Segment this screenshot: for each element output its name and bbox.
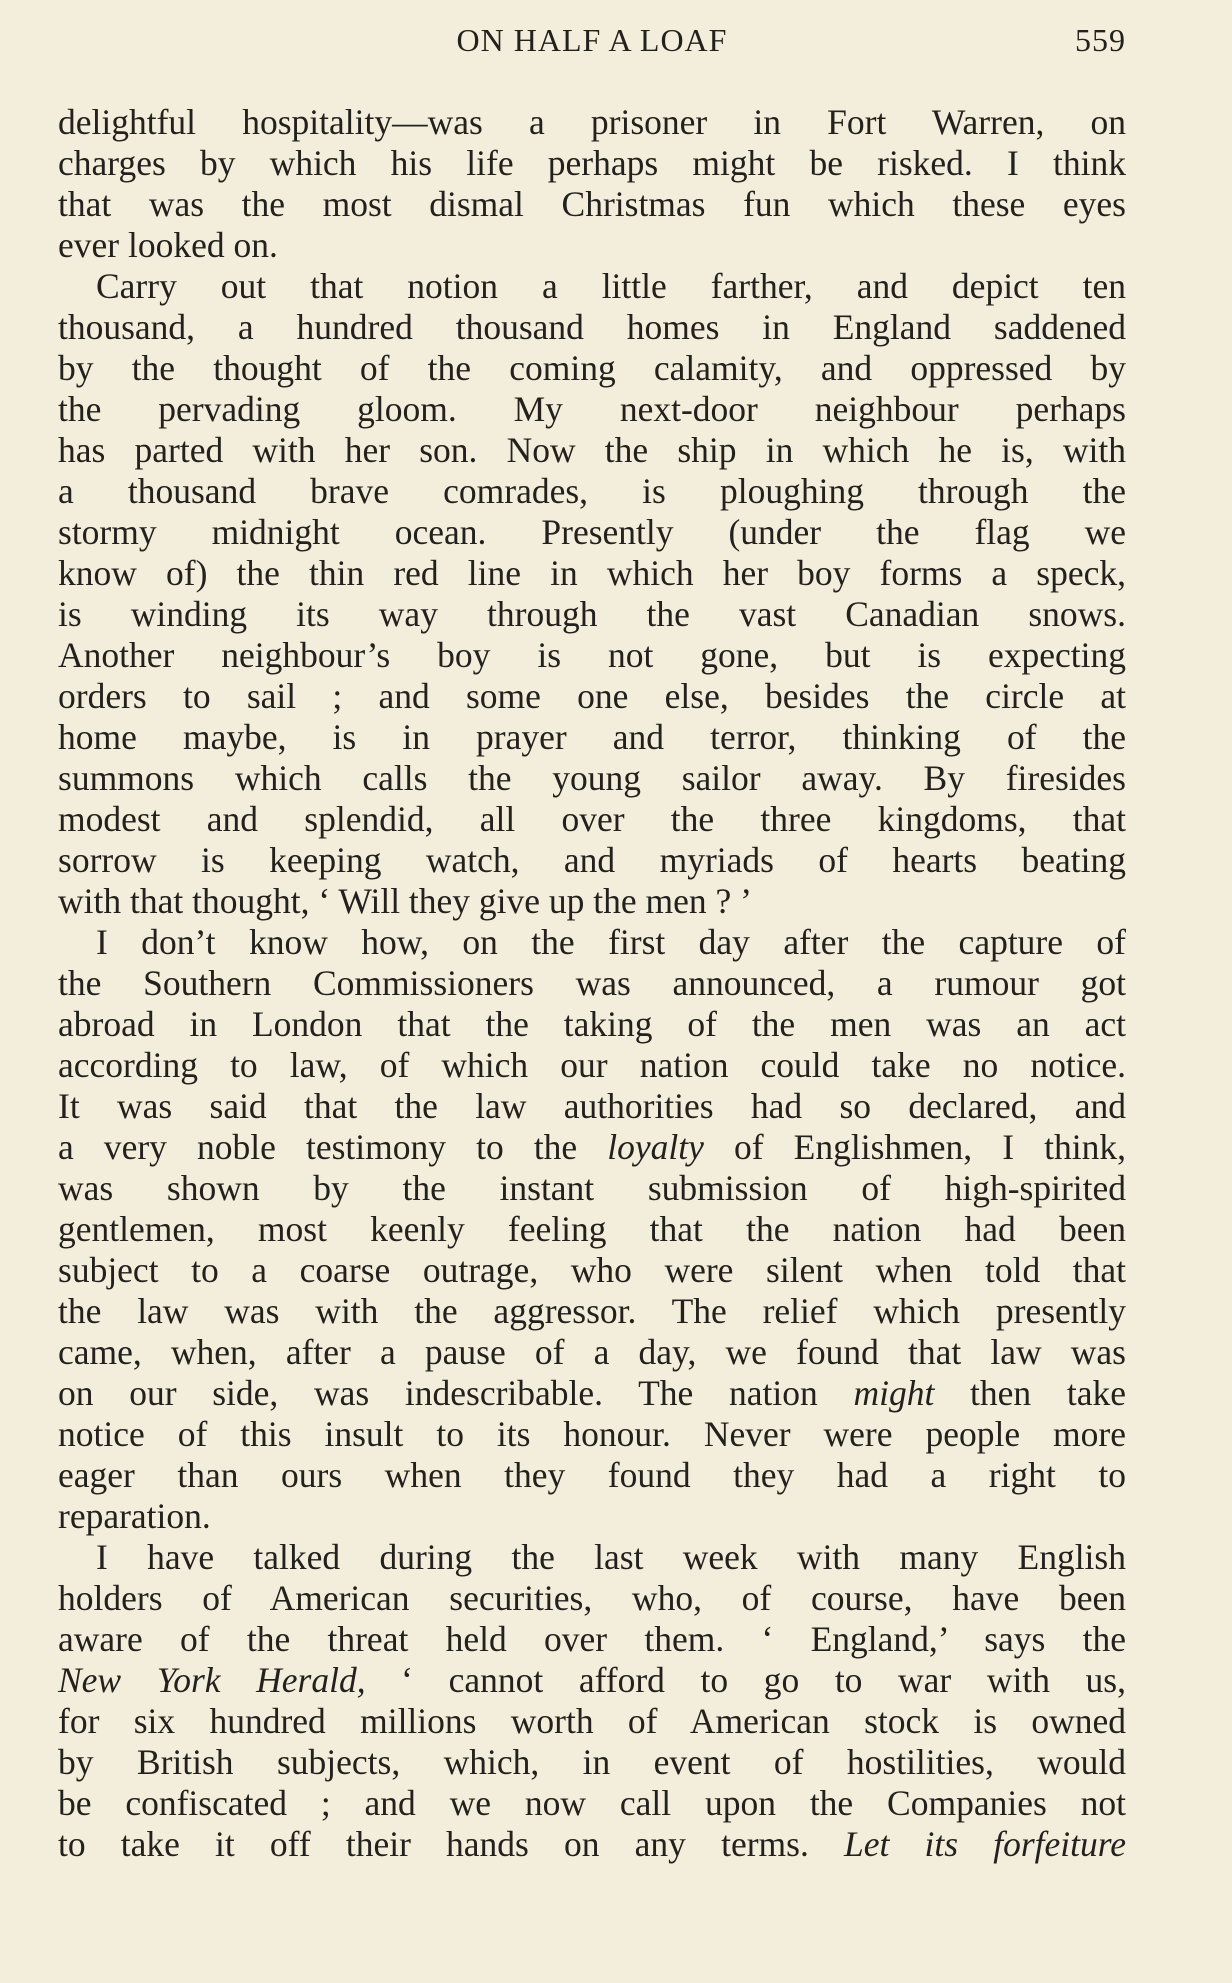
text-line: I have talked during the last week with many English (96, 1537, 1126, 1577)
text-line: Carry out that notion a little farther, and depict ten (96, 266, 1126, 306)
text-line: home maybe, is in prayer and terror, thinking of the (58, 717, 1126, 757)
text-line: thousand, a hundred thousand homes in England saddened (58, 307, 1126, 347)
text-line: delightful hospitality—was a prisoner in Fort Warren, on (58, 102, 1126, 142)
text-line: was shown by the instant submission of high-spirited (58, 1168, 1126, 1208)
italic-text: Let its forfeiture (844, 1824, 1126, 1864)
text-line: according to law, of which our nation could take no notice. (58, 1045, 1126, 1085)
text-line: the Southern Commissioners was announced, a rumour got (58, 963, 1126, 1003)
text-line: modest and splendid, all over the three kingdoms, that (58, 799, 1126, 839)
text-line: on our side, was indescribable. The nation might then take (58, 1373, 1126, 1413)
text-line: charges by which his life perhaps might be risked. I think (58, 143, 1126, 183)
text-line: with that thought, ‘ Will they give up the men ? ’ (58, 881, 752, 921)
text-line: that was the most dismal Christmas fun which these eyes (58, 184, 1126, 224)
text-line: reparation. (58, 1496, 211, 1536)
text-line: summons which calls the young sailor away. By firesides (58, 758, 1126, 798)
text-line: I don’t know how, on the first day after the capture of (96, 922, 1126, 962)
text-line: It was said that the law authorities had so declared, and (58, 1086, 1126, 1126)
text-line: the law was with the aggressor. The relief which presently (58, 1291, 1126, 1331)
text-line: notice of this insult to its honour. Never were people more (58, 1414, 1126, 1454)
text-line: stormy midnight ocean. Presently (under the flag we (58, 512, 1126, 552)
text-line: aware of the threat held over them. ‘ England,’ says the (58, 1619, 1126, 1659)
text-line: for six hundred millions worth of American stock is owned (58, 1701, 1126, 1741)
text-line: sorrow is keeping watch, and myriads of hearts beating (58, 840, 1126, 880)
text-line: has parted with her son. Now the ship in which he is, with (58, 430, 1126, 470)
italic-text: might (853, 1373, 935, 1413)
running-head (58, 22, 1126, 68)
page-number: 559 (1075, 22, 1126, 58)
text-line: to take it off their hands on any terms. Let its forfeiture (58, 1824, 1126, 1864)
text-line: came, when, after a pause of a day, we found that law was (58, 1332, 1126, 1372)
text-line: gentlemen, most keenly feeling that the nation had been (58, 1209, 1126, 1249)
text-line: is winding its way through the vast Canadian snows. (58, 594, 1126, 634)
text-line: a thousand brave comrades, is ploughing through the (58, 471, 1126, 511)
text-line: the pervading gloom. My next-door neighbour perhaps (58, 389, 1126, 429)
text-line: ever looked on. (58, 225, 278, 265)
text-line: holders of American securities, who, of course, have been (58, 1578, 1126, 1618)
text-line: abroad in London that the taking of the men was an act (58, 1004, 1126, 1044)
text-line: by British subjects, which, in event of hostilities, would (58, 1742, 1126, 1782)
text-line: Another neighbour’s boy is not gone, but is expecting (58, 635, 1126, 675)
text-line: a very noble testimony to the loyalty of Englishmen, I think, (58, 1127, 1127, 1167)
text-line: subject to a coarse outrage, who were silent when told that (58, 1250, 1126, 1290)
text-line: know of) the thin red line in which her boy forms a speck, (58, 553, 1126, 593)
text-line: eager than ours when they found they had a right to (58, 1455, 1126, 1495)
text-line: be confiscated ; and we now call upon the Companies not (58, 1783, 1126, 1823)
italic-text: New York Herald, (58, 1660, 366, 1700)
italic-text: loyalty (607, 1127, 704, 1167)
text-line: by the thought of the coming calamity, and oppressed by (58, 348, 1126, 388)
text-line: orders to sail ; and some one else, besides the circle at (58, 676, 1126, 716)
running-title: ON HALF A LOAF (456, 22, 728, 58)
text-line: New York Herald, ‘ cannot afford to go to war with us, (58, 1660, 1126, 1700)
body-text (58, 102, 1126, 1865)
